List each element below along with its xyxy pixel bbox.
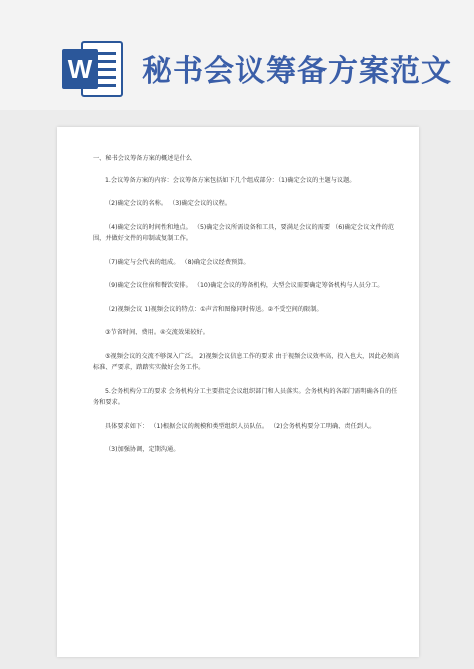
paragraph: ⑤视频会议的交流不够深入广泛。 2)视频会议信息工作的要求 由于视频会议效率高，投入也大，因此必须高标准、严要求，踏踏实实做好会务工作。 [93,352,400,371]
paragraph: （9)确定会议住宿和餐饮安排。 （10)确定会议的筹备机构，大型会议需要确定筹备机构与人员分工。 [105,282,384,289]
header-banner [0,0,474,110]
document-body [93,153,403,468]
svg-text:W: W [67,54,93,84]
word-document-icon [62,40,124,98]
section-heading: 一、秘书会议筹备方案的概述是什么 [93,155,192,162]
paragraph: （2)确定会议的名称。 （3)确定会议的议程。 [105,200,232,207]
document-page [57,127,419,657]
paragraph: 5.会务机构分工的要求 会务机构分工主要指定会议组织部门和人员落实。会务机构的各部门需明确各自的任务和要求。 [93,387,398,406]
page-title: 秘书会议筹备方案范文 [142,54,452,89]
paragraph: （3)加强协调，定期沟通。 [105,446,180,453]
paragraph: ③节省时间、费用。④交流效果较好。 [105,329,209,336]
paragraph: 具体要求如下： （1)根据会议的规模和类型组织人员队伍。 （2)会务机构要分工明确、责任到人。 [105,422,376,430]
paragraph: 1.会议筹备方案的内容：会议筹备方案包括如下几个组成部分：（1)确定会议的主题与议题。 [105,176,356,184]
paragraph: （7)确定与会代表的组成。 （8)确定会议经费预算。 [105,258,250,266]
paragraph: （2)视频会议 1)视频会议的特点：①声音和图像同时传送。②不受空间的限制。 [105,305,323,313]
paragraph: （4)确定会议的时间性和地点。 （5)确定会议所需设备和工具，要满足会议的需要 （6)确定会议文件的范围，并做好文件的印制或复制工作。 [93,223,395,242]
